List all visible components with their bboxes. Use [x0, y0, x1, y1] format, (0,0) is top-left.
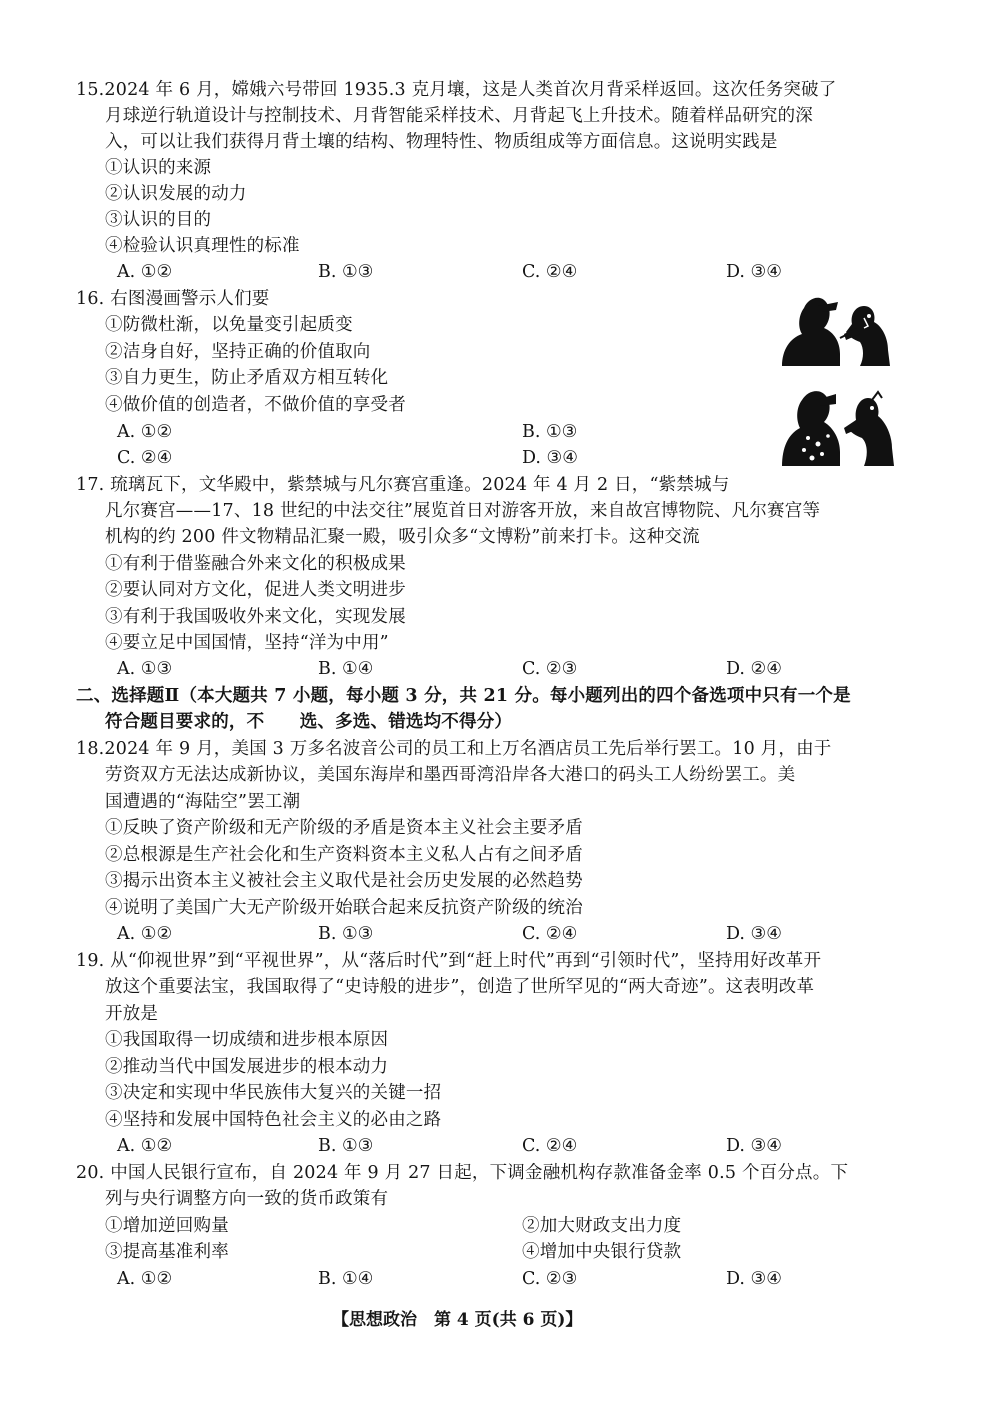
- q15-item-1: ①认识的来源: [105, 158, 212, 178]
- cartoon-panel-top: [782, 298, 890, 366]
- q20-option-c: C. ②③: [522, 1269, 578, 1289]
- q17-option-d: D. ②④: [726, 659, 782, 679]
- q19-option-d: D. ③④: [726, 1136, 782, 1156]
- q18-stem-line-2: 劳资双方无法达成新协议，美国东海岸和墨西哥湾沿岸各大港口的码头工人纷纷罢工。美: [105, 765, 796, 785]
- q18-stem-line-3: 国遭遇的“海陆空”罢工潮: [105, 792, 301, 812]
- q20-item-1: ①增加逆回购量: [105, 1216, 229, 1236]
- q18-item-3: ③揭示出资本主义被社会主义取代是社会历史发展的必然趋势: [105, 871, 583, 891]
- q17-option-c: C. ②③: [522, 659, 578, 679]
- q19-stem-line-2: 放这个重要法宝，我国取得了“史诗般的进步”，创造了世所罕见的“两大奇迹”。这表明改革: [105, 977, 815, 997]
- q16-option-d: D. ③④: [522, 448, 578, 468]
- q17-item-4: ④要立足中国国情，坚持“洋为中用”: [105, 633, 389, 653]
- cartoon-panel-bottom: [782, 391, 894, 466]
- q17-stem-line-2: 凡尔赛宫——17、18 世纪的中法交往”展览首日对游客开放，来自故宫博物院、凡尔赛宫等: [105, 501, 821, 521]
- q15-option-b: B. ①③: [318, 262, 374, 282]
- page-footer: 【思想政治 第 4 页(共 6 页)】: [332, 1310, 583, 1330]
- q15-stem-line-3: 入，可以让我们获得月背土壤的结构、物理特性、物质组成等方面信息。这说明实践是: [105, 132, 778, 152]
- q15-item-2: ②认识发展的动力: [105, 184, 247, 204]
- q19-option-c: C. ②④: [522, 1136, 578, 1156]
- q16-item-3: ③自力更生，防止矛盾双方相互转化: [105, 368, 389, 388]
- q17-stem-line-3: 机构的约 200 件文物精品汇聚一殿，吸引众多“文博粉”前来打卡。这种交流: [105, 527, 700, 547]
- q18-option-a: A. ①②: [117, 924, 173, 944]
- q19-option-b: B. ①③: [318, 1136, 374, 1156]
- q18-option-b: B. ①③: [318, 924, 374, 944]
- q15-option-a: A. ①②: [117, 262, 173, 282]
- section-2-heading-line-2: 符合题目要求的，不 选、多选、错选均不得分）: [105, 712, 513, 732]
- q19-stem-line-3: 开放是: [105, 1004, 159, 1024]
- q19-item-4: ④坚持和发展中国特色社会主义的必由之路: [105, 1110, 442, 1130]
- q16-stem-line-1: 16. 右图漫画警示人们要: [76, 289, 270, 309]
- q20-option-d: D. ③④: [726, 1269, 782, 1289]
- q19-item-3: ③决定和实现中华民族伟大复兴的关键一招: [105, 1083, 442, 1103]
- q18-option-d: D. ③④: [726, 924, 782, 944]
- q17-item-3: ③有利于我国吸收外来文化，实现发展: [105, 607, 406, 627]
- q16-option-a: A. ①②: [117, 422, 173, 442]
- section-2-heading-line-1: 二、选择题Ⅱ（本大题共 7 小题，每小题 3 分，共 21 分。每小题列出的四个备选项中只有一个是: [76, 686, 851, 706]
- q16-item-4: ④做价值的创造者，不做价值的享受者: [105, 395, 406, 415]
- q17-item-2: ②要认同对方文化，促进人类文明进步: [105, 580, 406, 600]
- q15-stem-line-1: 15.2024 年 6 月，嫦娥六号带回 1935.3 克月壤，这是人类首次月背采样返回。这次任务突破了: [76, 80, 837, 100]
- q15-item-4: ④检验认识真理性的标准: [105, 236, 300, 256]
- q19-option-a: A. ①②: [117, 1136, 173, 1156]
- q20-item-2: ②加大财政支出力度: [522, 1216, 682, 1236]
- q17-item-1: ①有利于借鉴融合外来文化的积极成果: [105, 554, 406, 574]
- q18-item-1: ①反映了资产阶级和无产阶级的矛盾是资本主义社会主要矛盾: [105, 818, 583, 838]
- q18-item-4: ④说明了美国广大无产阶级开始联合起来反抗资产阶级的统治: [105, 898, 583, 918]
- q20-option-b: B. ①④: [318, 1269, 374, 1289]
- q19-item-2: ②推动当代中国发展进步的根本动力: [105, 1057, 389, 1077]
- q19-stem-line-1: 19. 从“仰视世界”到“平视世界”，从“落后时代”到“赶上时代”再到“引领时代”，坚持用好改革开: [76, 951, 822, 971]
- q16-option-c: C. ②④: [117, 448, 173, 468]
- q20-stem-line-1: 20. 中国人民银行宣布，自 2024 年 9 月 27 日起，下调金融机构存款准备金率 0.5 个百分点。下: [76, 1163, 849, 1183]
- q20-stem-line-2: 列与央行调整方向一致的货币政策有: [105, 1189, 389, 1209]
- q15-option-c: C. ②④: [522, 262, 578, 282]
- q15-option-d: D. ③④: [726, 262, 782, 282]
- q17-option-b: B. ①④: [318, 659, 374, 679]
- q15-item-3: ③认识的目的: [105, 210, 212, 230]
- q16-cartoon-image: [778, 288, 900, 470]
- q18-item-2: ②总根源是生产社会化和生产资料资本主义私人占有之间矛盾: [105, 845, 583, 865]
- q20-item-3: ③提高基准利率: [105, 1242, 229, 1262]
- q16-option-b: B. ①③: [522, 422, 578, 442]
- q16-item-1: ①防微杜渐，以免量变引起质变: [105, 315, 353, 335]
- q15-stem-line-2: 月球逆行轨道设计与控制技术、月背智能采样技术、月背起飞上升技术。随着样品研究的深: [105, 106, 813, 126]
- q16-item-2: ②洁身自好，坚持正确的价值取向: [105, 342, 371, 362]
- q20-option-a: A. ①②: [117, 1269, 173, 1289]
- q20-item-4: ④增加中央银行贷款: [522, 1242, 682, 1262]
- q19-item-1: ①我国取得一切成绩和进步根本原因: [105, 1030, 389, 1050]
- q17-stem-line-1: 17. 琉璃瓦下，文华殿中，紫禁城与凡尔赛宫重逢。2024 年 4 月 2 日，“紫禁城与: [76, 475, 730, 495]
- q18-stem-line-1: 18.2024 年 9 月，美国 3 万多名波音公司的员工和上万名酒店员工先后举行罢工。10 月，由于: [76, 739, 832, 759]
- q18-option-c: C. ②④: [522, 924, 578, 944]
- q17-option-a: A. ①③: [117, 659, 173, 679]
